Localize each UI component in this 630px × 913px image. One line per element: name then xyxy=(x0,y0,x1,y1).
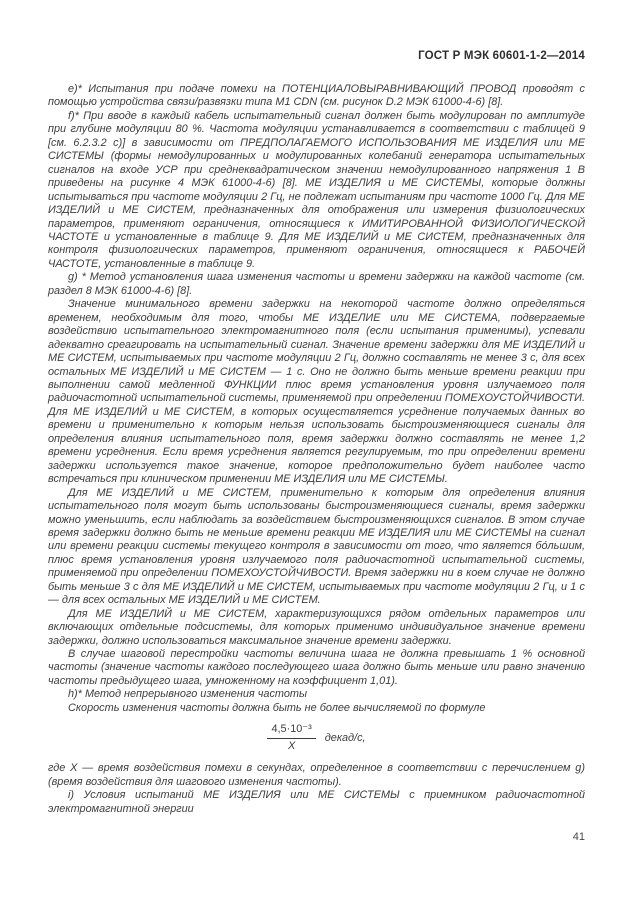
paragraph-where-x: где X — время воздействия помехи в секундах, определенное в соответствии с перечислением g) (время воздействия для шагового изменения частоты). xyxy=(48,762,585,788)
formula-unit: декад/с, xyxy=(324,731,366,744)
paragraph-item-i: i) Условия испытаний МЕ ИЗДЕЛИЯ или МЕ СИСТЕМЫ с приемником радиочастотной электромагнитной энергии xyxy=(48,789,585,815)
formula-numerator: 4,5·10⁻³ xyxy=(267,723,315,738)
formula xyxy=(48,723,585,753)
document-body xyxy=(48,83,585,816)
document-header-standard-number: ГОСТ Р МЭК 60601-1-2—2014 xyxy=(418,50,585,62)
formula-fraction xyxy=(267,723,315,753)
paragraph-item-g: g) * Метод установления шага изменения частоты и времени задержки на каждой частоте (см. раздел 8 МЭК 61000-4-6) [8]. xyxy=(48,271,585,297)
paragraph-item-h: h)* Метод непрерывного изменения частоты xyxy=(68,688,307,701)
paragraph-step-tuning: В случае шаговой перестройки частоты величина шага не должна превышать 1 % основной частоты (значение частоты каждого последующего шага должно быть меньше или равно значению частоты предыдущего шага, умноженному на коэффициент 1,01). xyxy=(48,648,585,687)
formula-denominator: X xyxy=(287,739,296,752)
paragraph-item-f: f)* При вводе в каждый кабель испытательный сигнал должен быть модулирован по амплитуде при глубине модуляции 80 %. Частота модуляции устанавливается в соответствии с таблицей 9 [см. 6.2.3.2 c)] в зависимости от ПРЕДПОЛАГАЕМОГО ИСПОЛЬЗОВАНИЯ МЕ ИЗДЕЛИЯ или МЕ СИСТЕМЫ (формы немодулированных и модулированных колебаний генератора испытательных сигналов на входе УСР при среднеквадратическом значении немодулированного напряжения 1 В приведены на рисунке 4 МЭК 61000-4-6) [8]. МЕ ИЗДЕЛИЯ и МЕ СИСТЕМЫ, которые должны испытываться при частоте модуляции 2 Гц, не подлежат испытаниям при частоте 1000 Гц. Для МЕ ИЗДЕЛИЙ и МЕ СИСТЕМ, предназначенных для отображения или измерения физиологических параметров, применяют ограничения, относящиеся к ИМИТИРОВАННОЙ ФИЗИОЛОГИЧЕСКОЙ ЧАСТОТЕ и установленные в таблице 9. Для МЕ ИЗДЕЛИЙ и МЕ СИСТЕМ, предназначенных для контроля физиологических параметров, применяют ограничения, относящиеся к РАБОЧЕЙ ЧАСТОТЕ, установленные в таблице 9. xyxy=(48,109,585,270)
paragraph-subsystems: Для МЕ ИЗДЕЛИЙ и МЕ СИСТЕМ, характеризующихся рядом отдельных параметров или включающих отдельные подсистемы, для которых применимо индивидуальное значение времени задержки, должно использоваться максимальное значение времени задержки. xyxy=(48,607,585,647)
paragraph-sweep-rate-intro: Скорость изменения частоты должна быть не более вычисляемой по формуле xyxy=(68,701,486,714)
paragraph-item-e: e)* Испытания при подаче помехи на ПОТЕНЦИАЛОВЫРАВНИВАЮЩИЙ ПРОВОД проводят с помощью устройства связи/развязки типа M1 CDN (см. рисунок D.2 МЭК 61000-4-6) [8]. xyxy=(48,83,585,109)
paragraph-delay-time: Значение минимального времени задержки на некоторой частоте должно определяться временем, необходимым для того, чтобы МЕ ИЗДЕЛИЕ или МЕ СИСТЕМА, подвергаемые воздействию испытательного электромагнитного поля (если испытания применимы), успевали адекватно среагировать на испытательный сигнал. Значение времени задержки для МЕ ИЗДЕЛИЙ и МЕ СИСТЕМ, испытываемых при частоте модуляции 2 Гц, должно составлять не менее 3 с, для всех остальных МЕ ИЗДЕЛИЙ и МЕ СИСТЕМ — 1 с. Оно не должно быть меньше времени реакции при выполнении самой медленной ФУНКЦИИ плюс время установления уровня излучаемого поля радиочастотной испытательной системы, применяемой при определении ПОМЕХОУСТОЙЧИВОСТИ. Для МЕ ИЗДЕЛИЙ и МЕ СИСТЕМ, в которых осуществляется усреднение получаемых данных во времени и применительно к которым нельзя использовать быстроизменяющиеся сигналы для определения влияния испытательного поля, время задержки должно составлять не менее 1,2 времени усреднения. Если время усреднения является регулируемым, то при определении времени задержки используется такое значение, которое предположительно будет наиболее часто встречаться при клиническом применении МЕ ИЗДЕЛИЯ или МЕ СИСТЕМЫ. xyxy=(48,298,585,486)
page-number: 41 xyxy=(572,831,585,843)
paragraph-fast-signals: Для МЕ ИЗДЕЛИЙ и МЕ СИСТЕМ, применительно к которым для определения влияния испытательного поля могут быть использованы быстроизменяющиеся сигналы, время задержки можно уменьшить, если наблюдать за воздействием быстроизменяющихся сигналов. В этом случае время задержки должно быть не меньше времени реакции МЕ ИЗДЕЛИЯ или МЕ СИСТЕМЫ на сигнал или времени реакции системы текущего контроля в зависимости от того, что является бо́льшим, плюс время установления уровня излучаемого поля радиочастотной испытательной системы, применяемой при определении ПОМЕХОУСТОЙЧИВОСТИ. Время задержки ни в коем случае не должно быть меньше 3 с для МЕ ИЗДЕЛИЙ и МЕ СИСТЕМ, испытываемых при частоте модуляции 2 Гц, и 1 с — для всех остальных МЕ ИЗДЕЛИЙ и МЕ СИСТЕМ. xyxy=(48,486,585,607)
